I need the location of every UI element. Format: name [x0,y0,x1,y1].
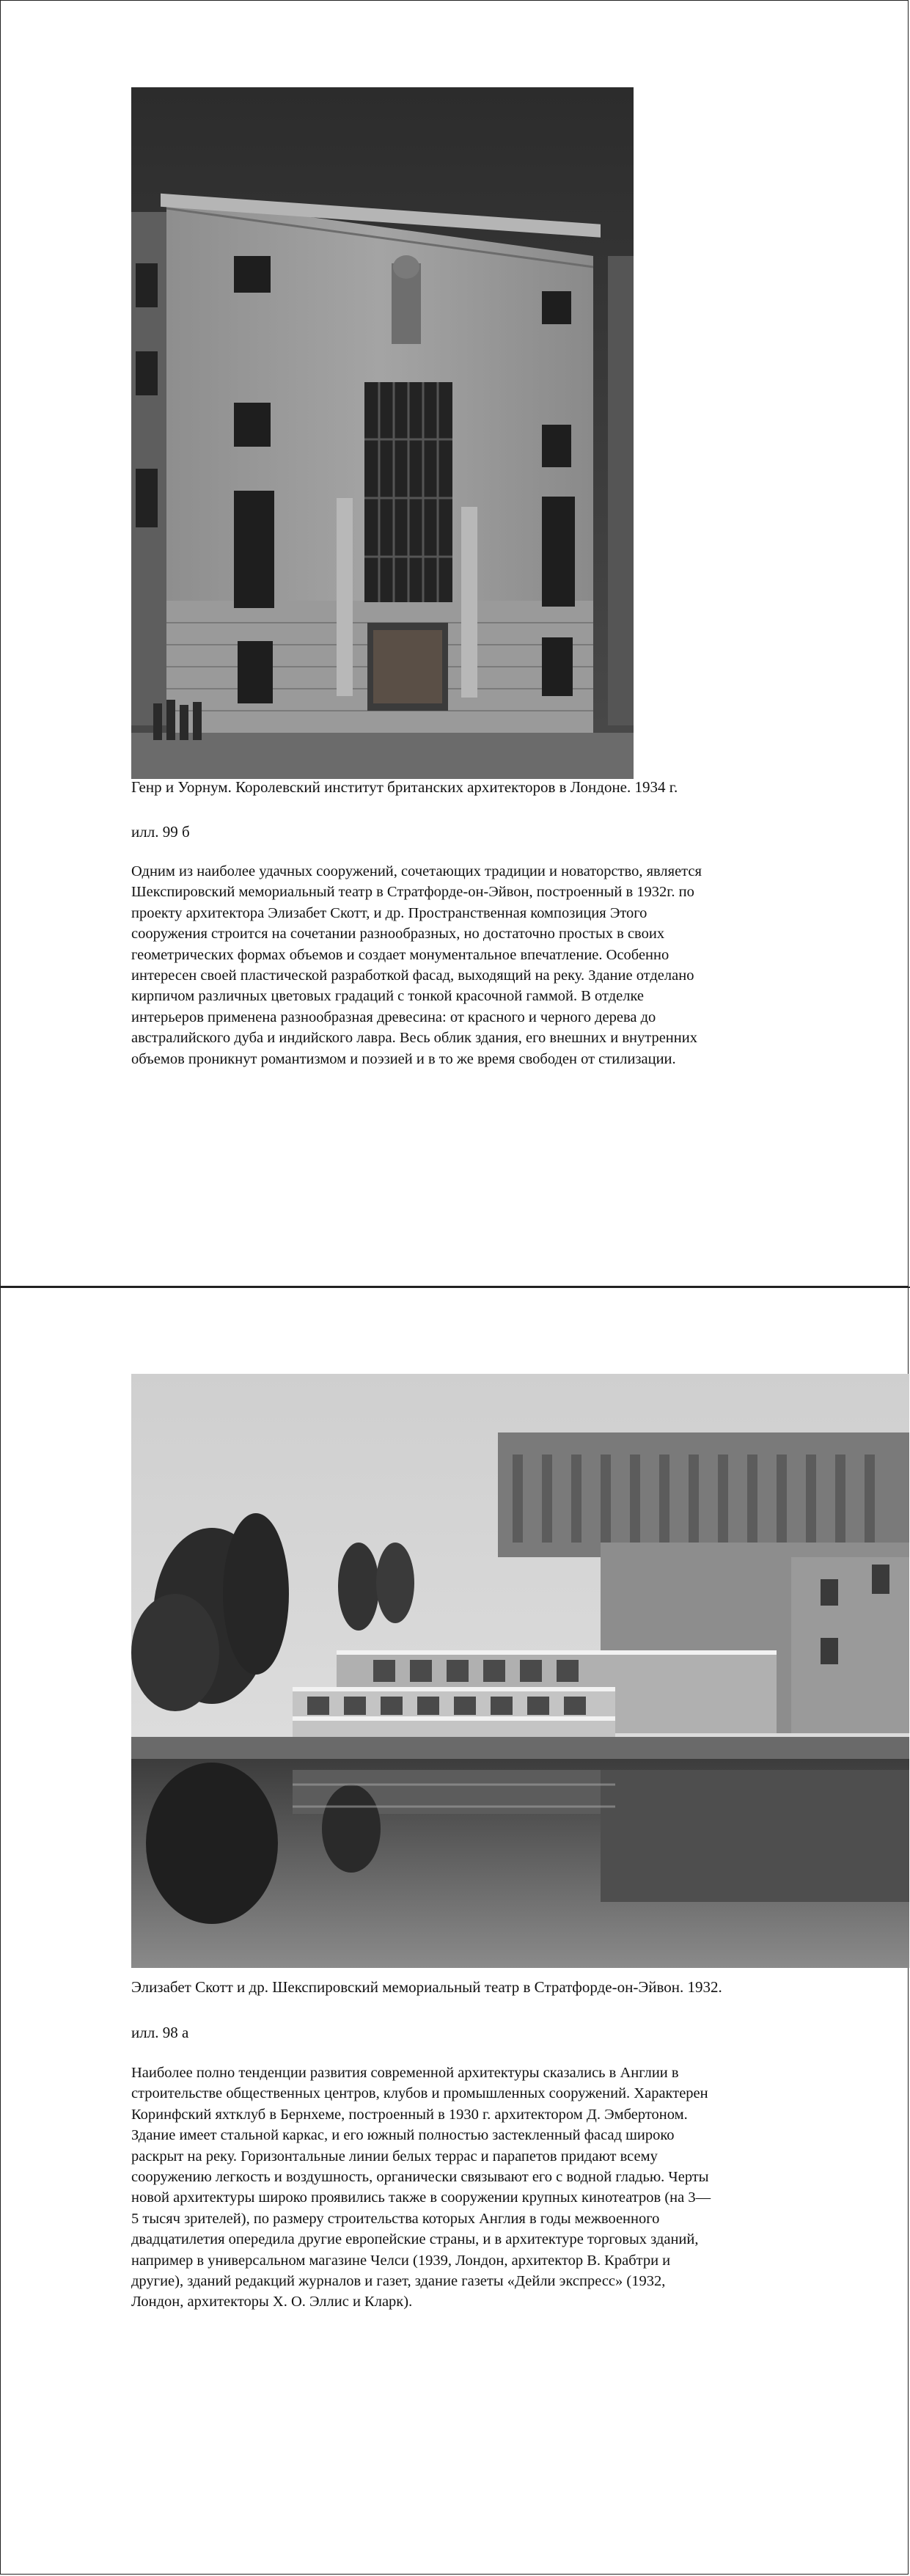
paragraph-line: Коринфский яхтклуб в Бернхеме, построенный в 1930 г. архитектором Д. Эмбертоном. [131,2106,688,2123]
paragraph-line: интересен своей пластической разработкой фасад, выходящий на реку. Здание отделано [131,967,694,984]
paragraph-line: интерьеров применена разнообразная древесина: от красного и черного дерева до [131,1009,656,1025]
paragraph-line: другие), зданий редакций журналов и газет, здание газеты «Дейли экспресс» (1932, [131,2273,666,2290]
theatre-photo [131,1374,909,1968]
paragraph-line: Лондон, архитекторы Х. О. Эллис и Кларк). [131,2294,413,2310]
paragraph-line: проекту архитектора Элизабет Скотт, и др. Пространственная композиция Этого [131,904,647,921]
paragraph-line: Шекспировский мемориальный театр в Стратфорде-он-Эйвон, построенный в 1932г. по [131,884,694,901]
document-page-2 [0,1288,909,2575]
paragraph-line: раскрыт на реку. Горизонтальные линии белых террас и парапетов придают всему [131,2148,658,2165]
photo-caption: Генр и Уорнум. Королевский институт британских архитекторов в Лондоне. 1934 г. [131,778,678,796]
paragraph-line: сооружению легкость и воздушность, органически связывают его с водной гладью. Черты [131,2169,709,2186]
paragraph-line: австралийского дуба и индийского лавра. Весь облик здания, его внешних и внутренних [131,1030,697,1047]
paragraph-line: Наиболее полно тенденции развития современной архитектуры сказались в Англии в [131,2065,679,2081]
document-page-1 [0,0,909,1287]
illustration-label: илл. 98 а [131,2024,189,2041]
body-paragraph [131,2063,711,2313]
paragraph-line: двадцатилетия опередила другие европейские страны, и в архитектуре торговых зданий, [131,2231,699,2248]
paragraph-line: объемов проникнут романтизмом и поэзией и в то же время свободен от стилизации. [131,1050,676,1067]
illustration-label: илл. 99 б [131,823,190,841]
photo-caption: Элизабет Скотт и др. Шекспировский мемориальный театр в Стратфорде-он-Эйвон. 1932. [131,1978,722,1996]
paragraph-line: новой архитектуры широко проявились также в сооружении крупных кинотеатров (на 3— [131,2189,711,2206]
paragraph-line: например в универсальном магазине Челси (1939, Лондон, архитектор В. Крабтри и [131,2252,671,2269]
paragraph-line: Одним из наиболее удачных сооружений, сочетающих традиции и новаторство, является [131,863,702,879]
body-paragraph [131,861,702,1069]
paragraph-line: сооружения строится на сочетании разнообразных, но достаточно простых в своих [131,926,665,943]
paragraph-line: строительстве общественных центров, клубов и промышленных сооружений. Характерен [131,2085,708,2102]
paragraph-line: геометрических формах объемов и создает монументальное впечатление. Особенно [131,946,669,963]
paragraph-line: Здание имеет стальной каркас, и его южный полностью застекленный фасад широко [131,2127,675,2144]
riba-building-photo [131,87,634,779]
paragraph-line: кирпичом различных цветовых градаций с тонкой красочной гаммой. В отделке [131,988,645,1005]
paragraph-line: 5 тысяч зрителей), по размеру строительства которых Англия в годы межвоенного [131,2210,660,2227]
